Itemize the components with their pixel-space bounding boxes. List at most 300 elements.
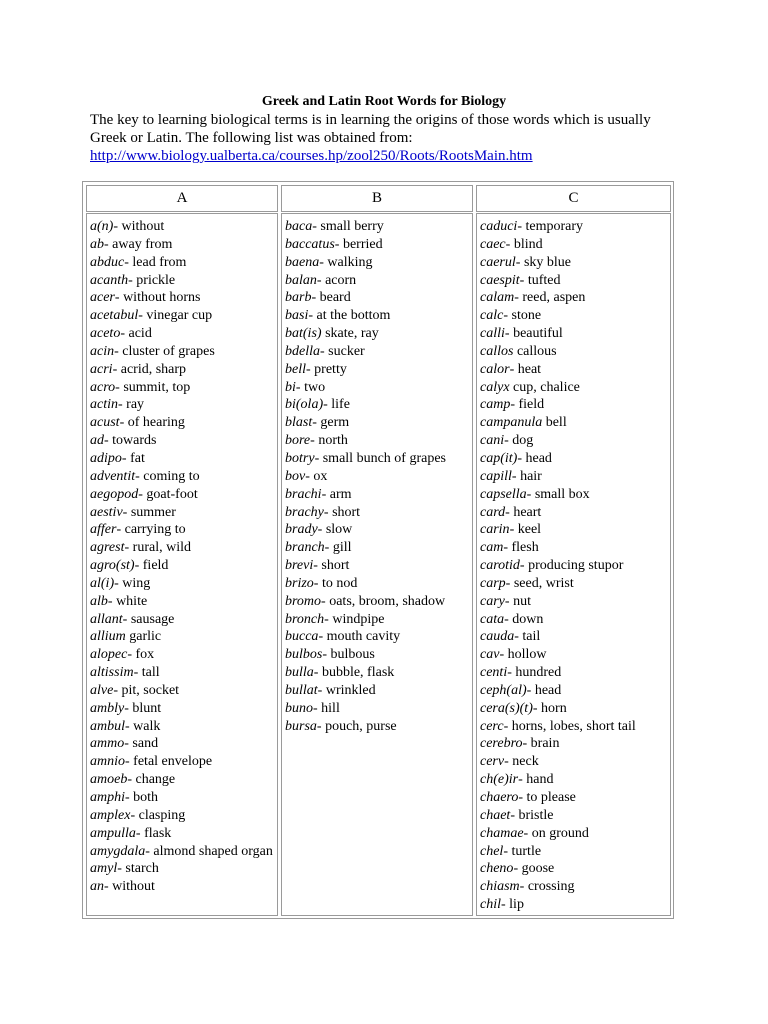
root-term: baca — [285, 219, 313, 234]
root-separator: - — [138, 308, 147, 324]
root-separator: - — [313, 575, 322, 591]
root-entry — [90, 504, 277, 522]
root-meaning: fat — [130, 450, 145, 466]
root-term: botry — [285, 450, 315, 466]
root-meaning: two — [304, 379, 326, 395]
root-separator: - — [526, 682, 535, 698]
root-separator: - — [121, 450, 131, 466]
root-entry — [480, 450, 670, 468]
root-words-table — [82, 181, 674, 919]
root-separator: - — [311, 290, 320, 306]
root-entry — [480, 432, 670, 450]
root-meaning: tufted — [527, 272, 561, 288]
root-term: bucca — [285, 629, 319, 645]
root-meaning: carrying to — [124, 522, 186, 538]
root-meaning: on ground — [531, 825, 589, 841]
root-separator: - — [104, 236, 113, 252]
root-entry — [285, 628, 472, 646]
root-entry — [480, 272, 670, 290]
root-entry — [285, 664, 472, 682]
root-entry — [285, 432, 472, 450]
root-meaning: slow — [325, 522, 353, 538]
root-separator: - — [526, 486, 535, 502]
root-separator: - — [319, 254, 328, 270]
root-meaning: summit, top — [123, 379, 191, 395]
root-meaning: sausage — [130, 611, 175, 627]
root-meaning: reed, aspen — [522, 290, 586, 306]
root-term: chaero — [480, 790, 519, 805]
root-meaning: bulbous — [330, 647, 375, 663]
root-entry — [90, 789, 277, 807]
root-term: branch — [285, 540, 325, 556]
root-meaning: bubble, flask — [321, 665, 395, 681]
root-separator: - — [104, 433, 113, 449]
root-entry — [90, 343, 277, 361]
root-separator: - — [120, 326, 129, 342]
root-separator: - — [514, 629, 523, 645]
root-separator: - — [306, 361, 315, 377]
root-separator: - — [499, 647, 508, 663]
root-meaning: small box — [534, 486, 590, 502]
root-term: capill — [480, 468, 512, 484]
intro-line-2: Greek or Latin. The following list was obtained from: — [90, 130, 413, 146]
root-term: chamae — [480, 825, 524, 841]
root-meaning: lip — [509, 897, 524, 913]
column-header-a: A — [86, 185, 278, 212]
root-meaning: beautiful — [513, 326, 563, 342]
root-term: brachi — [285, 486, 322, 502]
root-separator: - — [514, 290, 523, 306]
intro-paragraph — [90, 111, 690, 165]
root-separator: - — [112, 361, 121, 377]
root-entry — [90, 539, 277, 557]
root-term: amygdala — [90, 843, 146, 859]
root-separator: - — [324, 611, 333, 627]
root-term: chiasm — [480, 879, 520, 895]
root-meaning: tail — [522, 629, 541, 645]
root-term: caec — [480, 236, 506, 252]
root-meaning: down — [512, 611, 544, 627]
root-entry — [480, 789, 670, 807]
root-entry — [285, 254, 472, 272]
source-link[interactable]: http://www.biology.ualberta.ca/courses.hp/zool250/Roots/RootsMain.htm — [90, 148, 533, 164]
root-term: actin — [90, 397, 118, 413]
root-entry — [285, 539, 472, 557]
root-term: ad — [90, 433, 104, 449]
root-meaning: walking — [327, 254, 373, 270]
root-entry — [285, 521, 472, 539]
root-entry — [480, 896, 670, 914]
root-term: ch(e)ir — [480, 772, 519, 788]
root-entry — [480, 735, 670, 753]
root-entry — [90, 735, 277, 753]
root-entry — [90, 254, 277, 272]
root-separator: - — [114, 343, 123, 359]
root-entry — [480, 396, 670, 414]
root-entry — [480, 753, 670, 771]
root-separator: - — [518, 772, 527, 788]
root-term: cap(it) — [480, 450, 518, 466]
root-meaning: vinegar cup — [146, 308, 213, 324]
root-entry — [90, 521, 277, 539]
root-entry — [480, 414, 670, 432]
root-separator: - — [518, 790, 527, 805]
root-term: cata — [480, 611, 505, 627]
root-meaning: ox — [313, 468, 328, 484]
root-entry — [90, 289, 277, 307]
root-meaning: summer — [130, 504, 176, 520]
root-separator: - — [114, 290, 124, 306]
root-term: bulla — [285, 665, 314, 681]
root-separator: - — [122, 611, 131, 627]
root-term: basi — [285, 308, 309, 324]
root-separator: - — [334, 236, 343, 252]
root-separator: - — [122, 504, 131, 520]
root-separator: - — [115, 379, 124, 395]
root-meaning: dog — [512, 433, 534, 449]
root-term: cauda — [480, 629, 515, 645]
root-entry — [90, 432, 277, 450]
root-entry — [285, 450, 472, 468]
root-term: carin — [480, 522, 510, 538]
root-term: card — [480, 504, 506, 520]
root-meaning: white — [116, 593, 148, 609]
root-separator: - — [503, 718, 512, 734]
root-term: ambul — [90, 718, 125, 734]
root-meaning: both — [133, 790, 159, 805]
root-separator: - — [128, 272, 137, 288]
root-separator: - — [310, 433, 319, 449]
root-separator: - — [321, 593, 330, 609]
root-term: acro — [90, 379, 116, 395]
root-separator: - — [124, 700, 133, 716]
root-term: brady — [285, 522, 318, 538]
root-meaning: head — [525, 450, 552, 466]
root-separator: - — [322, 647, 331, 663]
root-term: calam — [480, 290, 515, 306]
root-entry — [480, 628, 670, 646]
root-separator: - — [116, 522, 125, 538]
root-entry — [285, 593, 472, 611]
root-term: carp — [480, 575, 506, 591]
root-entry — [90, 414, 277, 432]
root-meaning: oats, broom, shadow — [329, 593, 446, 609]
root-entry — [285, 646, 472, 664]
root-separator: - — [509, 522, 518, 538]
root-entry — [480, 325, 670, 343]
root-separator: - — [119, 415, 128, 431]
root-entry — [285, 414, 472, 432]
root-entry — [90, 628, 277, 646]
root-term: calc — [480, 308, 504, 324]
root-meaning: blind — [513, 236, 543, 252]
root-entry — [90, 396, 277, 414]
root-term: aegopod — [90, 486, 139, 502]
root-term: acust — [90, 415, 120, 431]
root-term: caespit — [480, 272, 520, 288]
root-term: baena — [285, 254, 320, 270]
root-term: alve — [90, 682, 114, 698]
root-entry — [90, 860, 277, 878]
root-separator: - — [134, 558, 143, 574]
root-term: calor — [480, 361, 510, 377]
root-separator: - — [114, 575, 123, 591]
root-term: centi — [480, 665, 508, 681]
root-entry — [480, 682, 670, 700]
root-separator: - — [138, 486, 147, 502]
root-entry — [90, 611, 277, 629]
root-meaning: berried — [342, 236, 383, 252]
root-entry — [480, 664, 670, 682]
root-meaning: skate, ray — [325, 326, 379, 342]
root-separator: - — [320, 343, 329, 359]
root-meaning: beard — [319, 290, 351, 306]
root-meaning: goat-foot — [146, 486, 198, 502]
root-separator: - — [117, 861, 126, 877]
root-term: campanula — [480, 415, 543, 431]
root-entry — [480, 843, 670, 861]
root-term: acetabul — [90, 308, 139, 324]
root-entry — [90, 379, 277, 397]
root-term: chil — [480, 897, 501, 913]
root-meaning: away from — [112, 236, 173, 252]
root-meaning: head — [534, 682, 562, 698]
root-entry — [480, 825, 670, 843]
root-term: amnio — [90, 754, 125, 770]
root-entry — [285, 396, 472, 414]
root-meaning: acrid, sharp — [120, 361, 187, 377]
root-entry — [285, 682, 472, 700]
root-meaning: stone — [511, 308, 542, 324]
root-entry — [285, 289, 472, 307]
root-entry — [90, 361, 277, 379]
root-meaning: prickle — [136, 272, 176, 288]
root-meaning: field — [142, 558, 169, 574]
root-separator: - — [504, 754, 513, 770]
root-meaning: wrinkled — [325, 682, 376, 698]
root-separator: - — [523, 825, 532, 841]
root-entry — [480, 236, 670, 254]
root-term: cav — [480, 647, 500, 663]
root-separator: - — [519, 272, 528, 288]
root-term: agrest — [90, 540, 125, 556]
column-header-b: B — [281, 185, 473, 212]
root-entry — [285, 379, 472, 397]
root-term: alb — [90, 593, 108, 609]
root-separator: - — [314, 450, 323, 466]
root-term: a(n) — [90, 219, 114, 234]
root-term: acanth — [90, 272, 129, 288]
root-term: bell — [285, 361, 306, 377]
root-separator: - — [308, 308, 317, 324]
root-term: ab — [90, 236, 104, 252]
root-entry — [480, 486, 670, 504]
root-separator: - — [107, 593, 117, 609]
root-meaning: walk — [133, 718, 161, 734]
root-entry — [480, 307, 670, 325]
root-meaning: hand — [526, 772, 554, 788]
root-term: acer — [90, 290, 115, 306]
root-term: agro(st) — [90, 558, 135, 574]
root-meaning: tall — [141, 665, 160, 681]
root-separator: - — [295, 379, 305, 395]
root-term: caerul — [480, 254, 516, 270]
root-entry — [285, 325, 472, 343]
root-entry — [480, 521, 670, 539]
root-meaning: life — [331, 397, 350, 413]
root-meaning: horns, lobes, short tail — [511, 718, 636, 734]
root-term: cera(s)(t) — [480, 700, 533, 716]
root-term: brachy — [285, 504, 324, 520]
root-separator: - — [317, 522, 326, 538]
root-entry — [480, 646, 670, 664]
root-entry — [285, 718, 472, 736]
root-meaning: small bunch of grapes — [322, 450, 446, 466]
root-separator: - — [124, 540, 133, 556]
root-term: altissim — [90, 665, 134, 681]
root-meaning: towards — [112, 433, 157, 449]
root-meaning: change — [135, 772, 176, 788]
root-meaning: bell — [545, 415, 567, 431]
root-entry — [480, 379, 670, 397]
root-meaning: brain — [530, 736, 560, 752]
root-term: al(i) — [90, 575, 115, 591]
root-separator: - — [130, 807, 139, 823]
root-term: bore — [285, 433, 311, 449]
root-term: barb — [285, 290, 312, 306]
root-entry — [90, 682, 277, 700]
root-meaning: turtle — [511, 843, 542, 859]
root-meaning: cup, chalice — [513, 379, 580, 395]
root-separator: - — [113, 219, 122, 234]
root-term: cerebro — [480, 736, 523, 752]
root-term: ambly — [90, 700, 125, 716]
root-separator: - — [145, 843, 154, 859]
root-separator: - — [504, 326, 514, 342]
root-entry — [480, 860, 670, 878]
root-term: adventit — [90, 468, 136, 484]
root-entry — [90, 486, 277, 504]
root-entry — [480, 611, 670, 629]
root-term: acin — [90, 343, 115, 359]
root-term: camp — [480, 397, 511, 413]
root-term: alopec — [90, 647, 128, 663]
root-term: affer — [90, 522, 117, 538]
column-header-c: C — [476, 185, 671, 212]
root-term: brevi — [285, 558, 314, 574]
root-term: bronch — [285, 611, 325, 627]
root-term: brizo — [285, 575, 314, 591]
intro-line-1: The key to learning biological terms is in learning the origins of those words which is usually — [90, 112, 651, 128]
root-meaning: sand — [132, 736, 159, 752]
root-separator: - — [133, 665, 142, 681]
root-entry — [90, 664, 277, 682]
root-separator: - — [113, 682, 122, 698]
root-meaning: fetal envelope — [133, 754, 213, 770]
root-meaning: temporary — [525, 219, 584, 234]
root-meaning: neck — [512, 754, 539, 770]
root-separator: - — [313, 558, 322, 574]
root-meaning: gill — [332, 540, 352, 556]
root-entry — [285, 361, 472, 379]
root-entry — [480, 539, 670, 557]
root-term: amyl — [90, 861, 118, 877]
root-term: callos — [480, 343, 514, 359]
root-meaning: garlic — [129, 629, 162, 645]
root-separator: - — [503, 540, 512, 556]
root-meaning: hollow — [507, 647, 547, 663]
root-meaning: seed, wrist — [513, 575, 574, 591]
root-separator: - — [318, 629, 327, 645]
root-separator: - — [125, 718, 134, 734]
root-term: buno — [285, 700, 313, 716]
root-entry — [285, 700, 472, 718]
root-entry — [285, 343, 472, 361]
root-meaning: pouch, purse — [325, 718, 397, 734]
root-term: carotid — [480, 558, 520, 574]
root-meaning: pit, socket — [121, 682, 180, 698]
root-meaning: hundred — [515, 665, 562, 681]
root-meaning: coming to — [143, 468, 200, 484]
root-entry — [285, 272, 472, 290]
root-entry — [285, 486, 472, 504]
root-meaning: wing — [122, 575, 151, 591]
root-separator: - — [317, 682, 326, 698]
root-separator: - — [503, 843, 512, 859]
root-term: chaet — [480, 807, 511, 823]
root-term: bullat — [285, 682, 318, 698]
root-entry — [480, 343, 670, 361]
root-meaning: blunt — [132, 700, 162, 716]
root-entry — [90, 843, 277, 861]
root-entry — [285, 468, 472, 486]
root-term: amphi — [90, 790, 125, 805]
root-entry — [90, 325, 277, 343]
root-separator: - — [513, 861, 522, 877]
root-entry — [90, 575, 277, 593]
root-separator: - — [316, 718, 326, 734]
root-entry — [90, 878, 277, 896]
root-term: cheno — [480, 861, 514, 877]
root-meaning: acorn — [325, 272, 357, 288]
root-term: chel — [480, 843, 504, 859]
root-separator: - — [313, 665, 322, 681]
root-meaning: small berry — [320, 219, 384, 234]
root-separator: - — [124, 736, 133, 752]
column-c-entries — [476, 213, 671, 916]
root-separator: - — [505, 575, 514, 591]
root-separator: - — [515, 254, 524, 270]
root-entry — [90, 468, 277, 486]
column-a-entries — [86, 213, 278, 916]
root-entry — [285, 575, 472, 593]
root-term: bov — [285, 468, 306, 484]
root-term: ampulla — [90, 825, 136, 841]
root-term: an — [90, 879, 104, 895]
root-separator: - — [127, 647, 136, 663]
root-meaning: fox — [135, 647, 155, 663]
root-term: calli — [480, 326, 505, 342]
column-b-entries — [281, 213, 473, 916]
root-term: bi — [285, 379, 296, 395]
page-title: Greek and Latin Root Words for Biology — [261, 94, 507, 109]
root-entry — [480, 718, 670, 736]
root-separator: - — [510, 397, 519, 413]
root-term: bulbos — [285, 647, 323, 663]
root-separator: - — [519, 558, 529, 574]
root-separator: - — [522, 736, 531, 752]
root-term: amoeb — [90, 772, 128, 788]
